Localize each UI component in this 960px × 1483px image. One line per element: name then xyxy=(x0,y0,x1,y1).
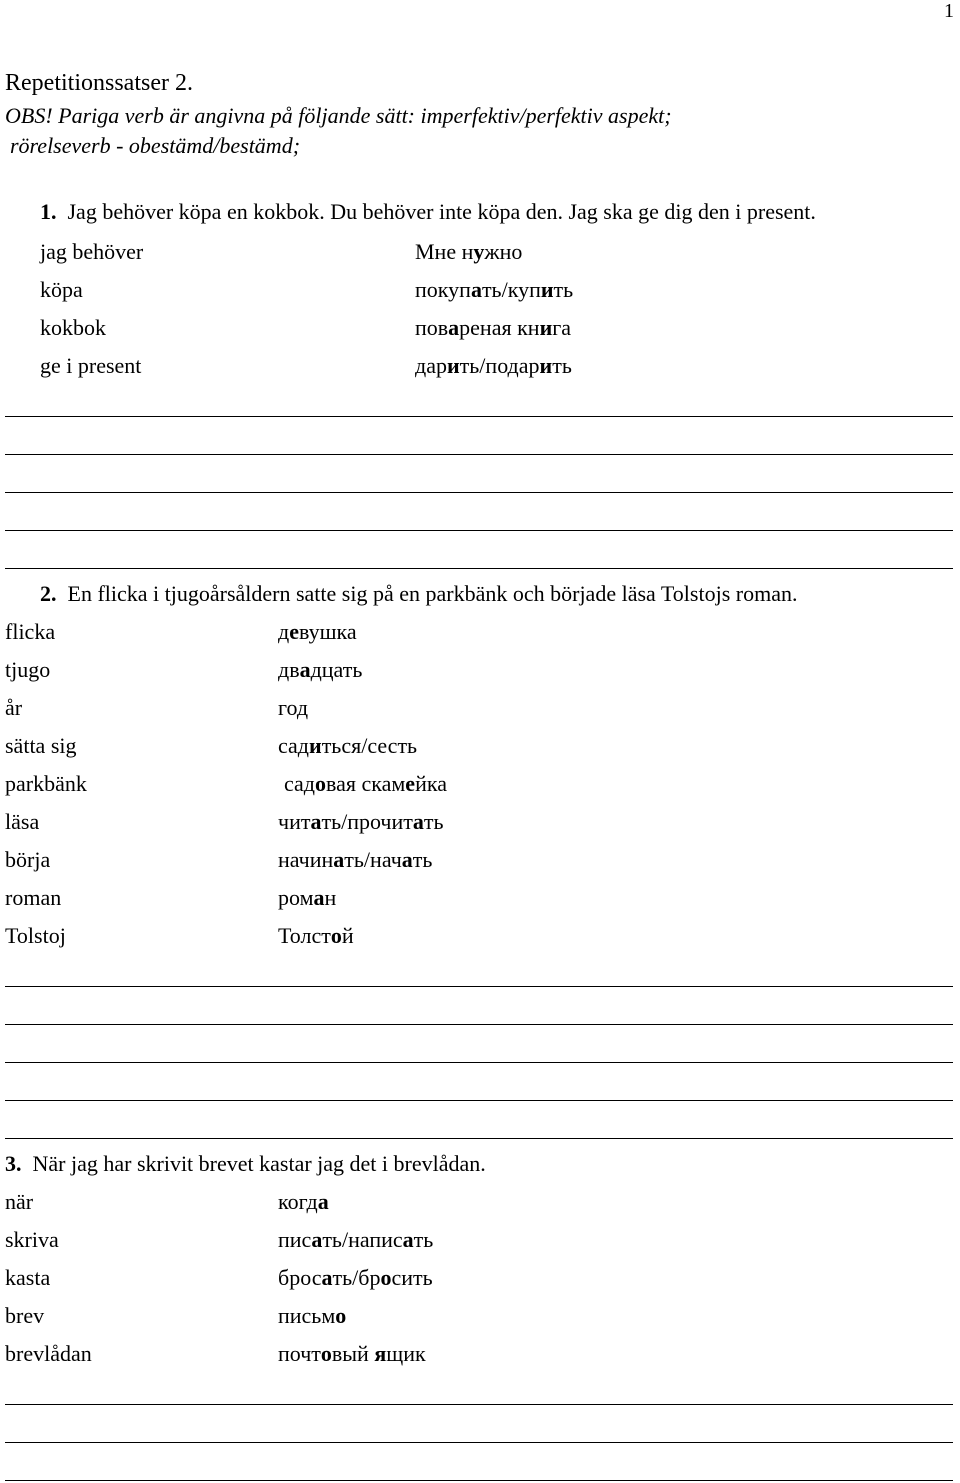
word-part: н xyxy=(324,885,337,910)
stressed-vowel: а xyxy=(310,809,322,834)
russian-translation xyxy=(278,841,432,879)
stressed-vowel: о xyxy=(315,771,326,796)
russian-translation xyxy=(278,613,357,651)
exercise-number: 3. xyxy=(5,1151,22,1176)
word-part: ть/прочит xyxy=(321,809,413,834)
stressed-vowel: а xyxy=(448,315,460,340)
stressed-vowel: а xyxy=(317,1189,329,1214)
answer-line[interactable] xyxy=(5,1404,953,1405)
vocab-row xyxy=(0,765,960,803)
stressed-vowel: а xyxy=(313,885,325,910)
word-part: реная кн xyxy=(459,315,540,340)
stressed-vowel: а xyxy=(412,809,424,834)
word-part: га xyxy=(552,315,572,340)
stressed-vowel: а xyxy=(470,277,482,302)
swedish-word: ge i present xyxy=(40,353,142,378)
stressed-vowel: а xyxy=(321,1265,333,1290)
stressed-vowel: а xyxy=(402,1227,414,1252)
word-part: год xyxy=(278,695,309,720)
word-part: ть/куп xyxy=(481,277,541,302)
swedish-word: jag behöver xyxy=(40,239,144,264)
russian-translation xyxy=(284,765,447,803)
swedish-word: brevlådan xyxy=(5,1341,92,1366)
word-part: ть/бр xyxy=(332,1265,381,1290)
word-part: дв xyxy=(278,657,300,682)
word-part: когд xyxy=(278,1189,318,1214)
exercise-number: 1. xyxy=(40,199,57,224)
vocab-row xyxy=(0,841,960,879)
swedish-word: parkbänk xyxy=(5,771,87,796)
stressed-vowel: и xyxy=(539,353,553,378)
word-part: ть xyxy=(552,353,572,378)
russian-translation xyxy=(278,1335,426,1373)
swedish-word: år xyxy=(5,695,23,720)
exercise-3-sentence xyxy=(5,1151,486,1177)
russian-translation xyxy=(415,233,522,271)
stressed-vowel: а xyxy=(401,847,413,872)
russian-translation xyxy=(278,1297,346,1335)
word-part: ть/напис xyxy=(322,1227,403,1252)
vocab-row xyxy=(0,309,960,347)
answer-line[interactable] xyxy=(5,492,953,493)
swedish-word: läsa xyxy=(5,809,40,834)
word-part: д xyxy=(278,619,290,644)
vocab-row xyxy=(0,1335,960,1373)
note-line-1-text: Pariga verb är angivna på följande sätt: imperfektiv/perfektiv aspekt; xyxy=(52,103,672,128)
answer-line[interactable] xyxy=(5,530,953,531)
swedish-word: roman xyxy=(5,885,62,910)
word-part: покуп xyxy=(415,277,471,302)
russian-translation xyxy=(278,651,362,689)
exercise-1-sentence xyxy=(40,199,816,225)
word-part: чит xyxy=(278,809,311,834)
swedish-word: kasta xyxy=(5,1265,51,1290)
vocab-row xyxy=(0,689,960,727)
page-title: Repetitionssatser 2. xyxy=(5,70,193,96)
word-part: вушка xyxy=(298,619,357,644)
answer-line[interactable] xyxy=(5,1062,953,1063)
stressed-vowel: и xyxy=(309,733,322,758)
answer-line[interactable] xyxy=(5,1480,953,1481)
russian-translation xyxy=(415,271,573,309)
word-part: сад xyxy=(284,771,315,796)
obs-label: OBS! xyxy=(5,103,53,128)
word-part: дцать xyxy=(310,657,363,682)
word-part: ть/подар xyxy=(459,353,540,378)
russian-translation xyxy=(278,1221,433,1259)
swedish-word: sätta sig xyxy=(5,733,77,758)
stressed-vowel: о xyxy=(330,923,342,948)
word-part: ть/нач xyxy=(344,847,402,872)
russian-translation xyxy=(415,309,571,347)
vocab-row xyxy=(0,233,960,271)
exercise-text: En flicka i tjugoårsåldern satte sig på en parkbänk och började läsa Tolstojs roman. xyxy=(67,581,798,606)
stressed-vowel: о xyxy=(320,1341,332,1366)
swedish-word: Tolstoj xyxy=(5,923,66,948)
word-part: сад xyxy=(278,733,309,758)
answer-line[interactable] xyxy=(5,986,953,987)
word-part: йка xyxy=(415,771,447,796)
word-part: ть xyxy=(553,277,574,302)
exercise-number: 2. xyxy=(40,581,57,606)
russian-translation xyxy=(415,347,572,385)
note-line-2: rörelseverb - obestämd/bestämd; xyxy=(10,133,301,158)
word-part: й xyxy=(341,923,354,948)
russian-translation xyxy=(278,917,354,955)
answer-line[interactable] xyxy=(5,1024,953,1025)
stressed-vowel: и xyxy=(540,277,554,302)
word-part: ть xyxy=(412,847,433,872)
swedish-word: börja xyxy=(5,847,51,872)
swedish-word: när xyxy=(5,1189,34,1214)
vocab-row xyxy=(0,917,960,955)
vocab-row xyxy=(0,1259,960,1297)
vocab-row xyxy=(0,613,960,651)
word-part: ть xyxy=(423,809,444,834)
stressed-vowel: и xyxy=(539,315,553,340)
vocab-row xyxy=(0,727,960,765)
stressed-vowel: о xyxy=(335,1303,347,1328)
stressed-vowel: а xyxy=(311,1227,323,1252)
word-part: Толст xyxy=(278,923,331,948)
russian-translation xyxy=(278,1183,329,1221)
stressed-vowel: и xyxy=(446,353,460,378)
swedish-word: skriva xyxy=(5,1227,59,1252)
russian-translation xyxy=(278,879,336,917)
vocab-row xyxy=(0,347,960,385)
stressed-vowel: е xyxy=(289,619,299,644)
word-part: пов xyxy=(415,315,449,340)
stressed-vowel: а xyxy=(299,657,311,682)
vocab-row xyxy=(0,1297,960,1335)
stressed-vowel: у xyxy=(473,239,485,264)
exercise-2-sentence xyxy=(40,581,797,607)
swedish-word: köpa xyxy=(40,277,83,302)
vocab-row xyxy=(0,1183,960,1221)
swedish-word: tjugo xyxy=(5,657,51,682)
note-line-1 xyxy=(5,103,672,129)
word-part: почт xyxy=(278,1341,321,1366)
russian-translation xyxy=(278,1259,433,1297)
answer-line[interactable] xyxy=(5,568,953,569)
exercise-text: När jag har skrivit brevet kastar jag det i brevlådan. xyxy=(32,1151,486,1176)
swedish-word: brev xyxy=(5,1303,45,1328)
vocab-row xyxy=(0,651,960,689)
stressed-vowel: о xyxy=(380,1265,392,1290)
answer-line[interactable] xyxy=(5,1100,953,1101)
word-part: брос xyxy=(278,1265,322,1290)
word-part: сить xyxy=(391,1265,433,1290)
word-part: вая скам xyxy=(326,771,406,796)
russian-translation xyxy=(278,689,308,727)
page-number: 1 xyxy=(944,0,954,22)
word-part: вый xyxy=(331,1341,375,1366)
russian-translation xyxy=(278,727,417,765)
word-part: дар xyxy=(415,353,447,378)
word-part: ром xyxy=(278,885,314,910)
russian-translation xyxy=(278,803,444,841)
word-part: ть xyxy=(413,1227,434,1252)
exercise-text: Jag behöver köpa en kokbok. Du behöver inte köpa den. Jag ska ge dig den i present. xyxy=(67,199,816,224)
swedish-word: kokbok xyxy=(40,315,106,340)
word-part: ться/сесть xyxy=(321,733,418,758)
vocab-row xyxy=(0,1221,960,1259)
word-part: жно xyxy=(484,239,523,264)
swedish-word: flicka xyxy=(5,619,56,644)
word-part: начин xyxy=(278,847,334,872)
word-part: письм xyxy=(278,1303,336,1328)
stressed-vowel: е xyxy=(405,771,416,796)
answer-line[interactable] xyxy=(5,1442,953,1443)
vocab-row xyxy=(0,271,960,309)
stressed-vowel: я xyxy=(374,1341,387,1366)
answer-line[interactable] xyxy=(5,416,953,417)
word-part: пис xyxy=(278,1227,312,1252)
vocab-row xyxy=(0,803,960,841)
answer-line[interactable] xyxy=(5,454,953,455)
word-part: щик xyxy=(386,1341,426,1366)
vocab-row xyxy=(0,879,960,917)
word-part: Мне н xyxy=(415,239,474,264)
stressed-vowel: а xyxy=(333,847,345,872)
answer-line[interactable] xyxy=(5,1138,953,1139)
